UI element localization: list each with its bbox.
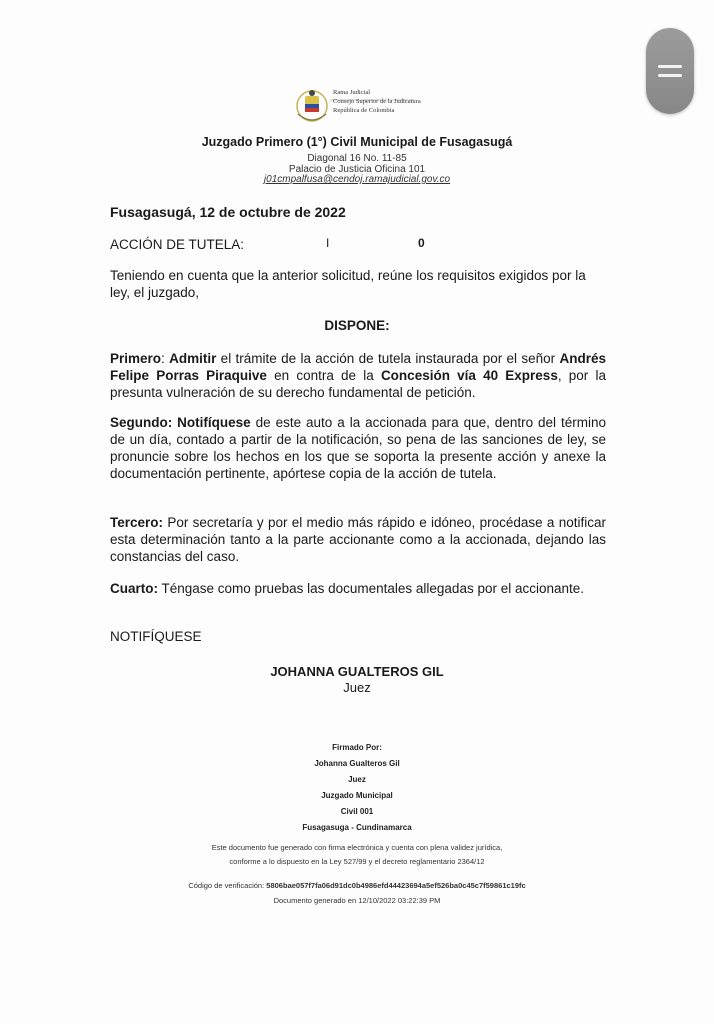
signed-by-line: Juez — [348, 775, 366, 784]
dispone-heading: DISPONE: — [324, 318, 390, 333]
signed-by-line: Juzgado Municipal — [321, 791, 393, 800]
signer-role: Juez — [343, 680, 371, 695]
primero-company: Concesión vía 40 Express — [380, 368, 558, 383]
paragraph-cuarto — [110, 580, 606, 597]
logo-text — [333, 88, 421, 115]
primero-colon: : — [161, 351, 170, 366]
accion-value-end: 0 — [418, 236, 425, 250]
signer-name: JOHANNA GUALTEROS GIL — [270, 664, 444, 679]
court-name: Juzgado Primero (1°) Civil Municipal de Fusagasugá — [201, 135, 513, 149]
verification-label: Código de verificación: — [188, 881, 265, 890]
signed-by-line: Fusagasuga - Cundinamarca — [302, 823, 412, 832]
paragraph-tercero — [110, 514, 606, 565]
cuarto-text: Téngase como pruebas las documentales allegadas por el accionante. — [158, 581, 585, 596]
notifiquese-text: NOTIFÍQUESE — [110, 629, 202, 644]
floating-menu-button[interactable] — [646, 28, 694, 114]
signed-by-line: Firmado Por: — [332, 743, 382, 752]
address-line: Diagonal 16 No. 11-85 — [307, 153, 407, 164]
segundo-text: de este auto a la accionada para que, dentro del término de un día, contado a partir de la notificación, so pena de las sanciones de ley, se pronuncie sobre los hechos en los que se soporta la presente acción y anexe la documentación pertinente, apórtese copia de la acción de tutela. — [110, 415, 606, 481]
primero-text: en contra de la — [266, 368, 381, 383]
primero-verb: Admitir — [169, 351, 217, 366]
primero-text: , por la presunta vulneración de su derecho fundamental de petición. — [110, 368, 606, 400]
tercero-label: Tercero: — [110, 515, 164, 530]
accion-value-start: I — [326, 236, 330, 250]
primero-person: Andrés Felipe Porras Piraquive — [110, 351, 606, 383]
signed-by-block — [0, 740, 714, 836]
signed-by-line: Civil 001 — [340, 807, 374, 816]
notice-line: conforme a lo dispuesto en la Ley 527/99 y el decreto reglamentario 2364/12 — [229, 857, 485, 866]
generated-timestamp: Documento generado en 12/10/2022 03:22:39 PM — [273, 896, 441, 905]
signed-by-line: Johanna Gualteros Gil — [314, 759, 400, 768]
verification-code-row — [0, 879, 714, 893]
accion-label: ACCIÓN DE TUTELA: — [110, 237, 245, 252]
paragraph-segundo — [110, 414, 606, 482]
segundo-label: Segundo: Notifíquese — [110, 415, 251, 430]
verification-code: 5806bae057f7fa06d91dc0b4986efd44423694a5ef526ba0c45c7f59861c19fc — [266, 881, 526, 890]
intro-paragraph: Teniendo en cuenta que la anterior solicitud, reúne los requisitos exigidos por la ley, el juzgado, — [110, 268, 586, 300]
logo-line: Consejo Superior de la Judicatura — [333, 98, 421, 105]
logo-line: Rama Judicial — [333, 89, 371, 96]
document-date: Fusagasugá, 12 de octubre de 2022 — [110, 204, 346, 220]
electronic-signature-notice — [0, 841, 714, 869]
cuarto-label: Cuarto: — [110, 581, 158, 596]
address-line: Palacio de Justicia Oficina 101 — [288, 164, 426, 175]
tercero-text: Por secretaría y por el medio más rápido e idóneo, procédase a notificar esta determinación tanto a la parte accionante como a la accionada, dejando las constancias del caso. — [110, 515, 606, 564]
paragraph-primero — [110, 350, 606, 401]
notice-line: Este documento fue generado con firma electrónica y cuenta con plena validez jurídica, — [211, 843, 503, 852]
primero-label: Primero — [110, 351, 162, 366]
court-email-link[interactable]: j01cmpalfusa@cendoj.ramajudicial.gov.co — [263, 174, 451, 185]
primero-text: el trámite de la acción de tutela instaurada por el señor — [216, 351, 560, 366]
logo-line: República de Colombia — [333, 107, 395, 114]
